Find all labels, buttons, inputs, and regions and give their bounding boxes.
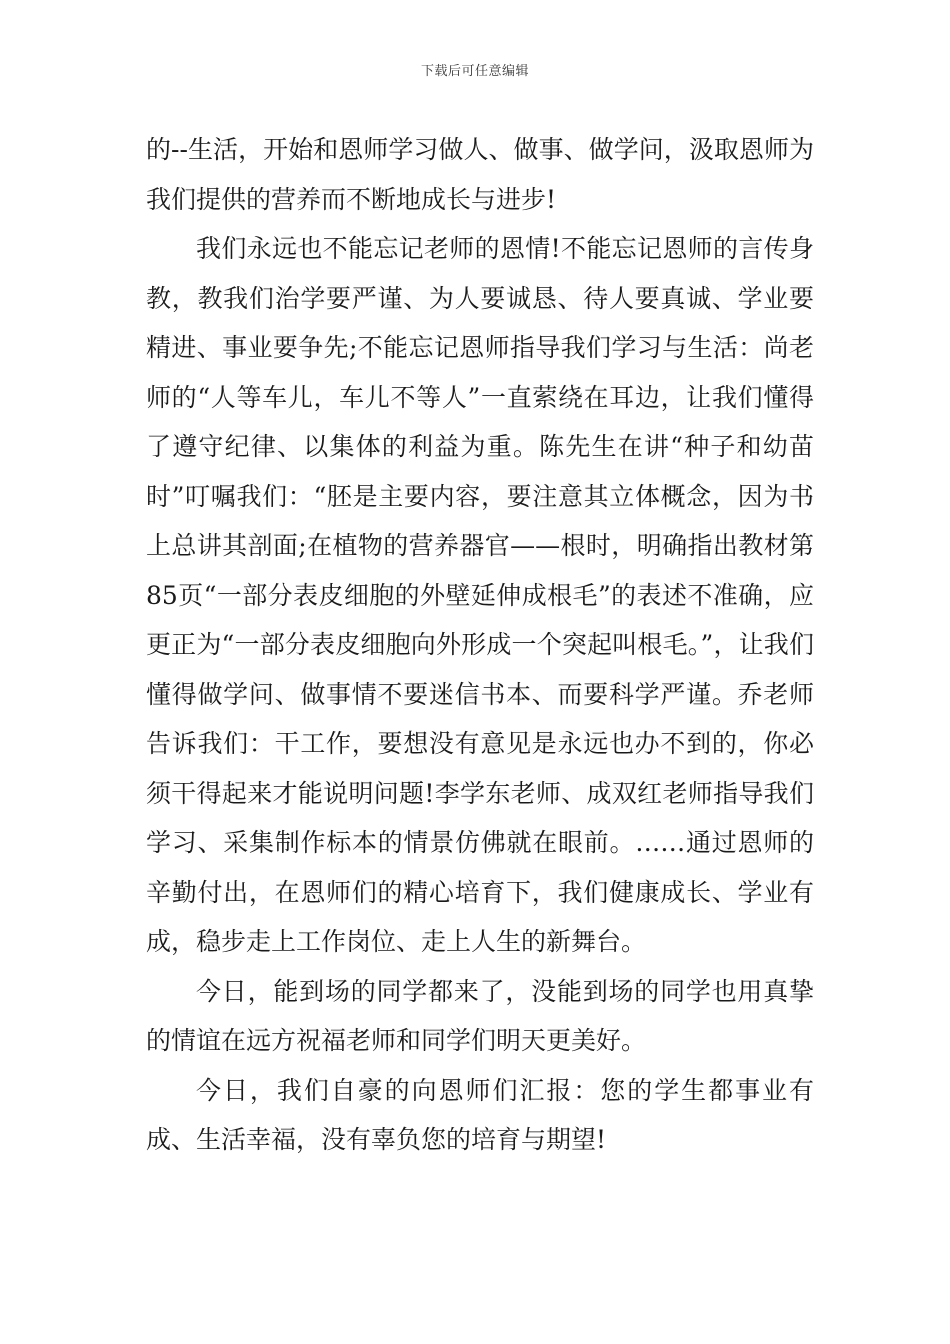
paragraph-classmates-present: 今日，能到场的同学都来了，没能到场的同学也用真挚的情谊在远方祝福老师和同学们明天更美好。 — [146, 976, 814, 1055]
document-body — [146, 125, 814, 1165]
paragraph-report-to-teachers: 今日，我们自豪的向恩师们汇报：您的学生都事业有成、生活幸福，没有辜负您的培育与期望! — [146, 1075, 814, 1154]
paragraph-continuation: 的--生活，开始和恩师学习做人、做事、做学问，汲取恩师为我们提供的营养而不断地成长与进步! — [146, 135, 814, 214]
paragraph-teachers-gratitude: 我们永远也不能忘记老师的恩情!不能忘记恩师的言传身教，教我们治学要严谨、为人要诚恳、待人要真诚、学业要精进、事业要争先;不能忘记恩师指导我们学习与生活：尚老师的“人等车儿，车儿不等人”一直萦绕在耳边，让我们懂得了遵守纪律、以集体的利益为重。陈先生在讲“种子和幼苗时”叮嘱我们：“胚是主要内容，要注意其立体概念，因为书上总讲其剖面;在植物的营养器官——根时，明确指出教材第85页“一部分表皮细胞的外壁延伸成根毛”的表述不准确，应更正为“一部分表皮细胞向外形成一个突起叫根毛。”，让我们懂得做学问、做事情不要迷信书本、而要科学严谨。乔老师告诉我们：干工作，要想没有意见是永远也办不到的，你必须干得起来才能说明问题!李学东老师、成双红老师指导我们学习、采集制作标本的情景仿佛就在眼前。……通过恩师的辛勤付出，在恩师们的精心培育下，我们健康成长、学业有成，稳步走上工作岗位、走上人生的新舞台。 — [146, 234, 814, 956]
page-header: 下载后可任意编辑 — [420, 64, 529, 79]
